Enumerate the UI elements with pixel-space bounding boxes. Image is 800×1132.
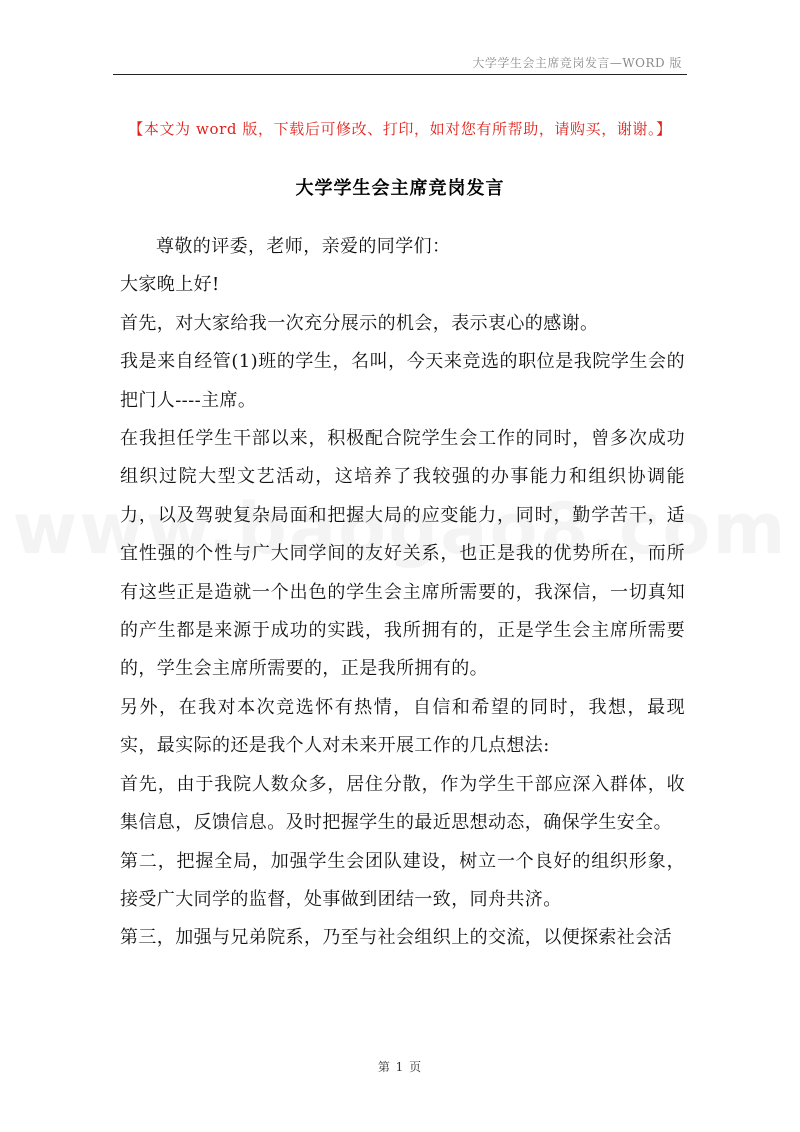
greeting-paragraph: 大家晚上好! bbox=[120, 274, 220, 296]
document-title: 大学学生会主席竞岗发言 bbox=[295, 178, 505, 199]
salutation-paragraph: 尊敬的评委，老师，亲爱的同学们： bbox=[156, 236, 451, 257]
body-paragraph: 首先，对大家给我一次充分展示的机会，表示衷心的感谢。 bbox=[120, 312, 599, 334]
body-paragraph: 我是来自经管(1)班的学生，名叫，今天来竞选的职位是我院学生会的把门人----主席。 bbox=[120, 351, 685, 411]
header-divider bbox=[113, 74, 687, 75]
body-paragraph: 在我担任学生干部以来，积极配合院学生会工作的同时，曾多次成功组织过院大型文艺活动，这培养了我较强的办事能力和组织协调能力，以及驾驶复杂局面和把握大局的应变能力，同时，勤学苦干，适宜性强的个性与广大同学间的友好关系，也正是我的优势所在，而所有这些正是造就一个出色的学生会主席所需要的，我深信，一切真知的产生都是来源于成功的实践，我所拥有的，正是学生会主席所需要的，学生会主席所需要的，正是我所拥有的。 bbox=[120, 428, 685, 680]
body-paragraph: 第三，加强与兄弟院系，乃至与社会组织上的交流，以便探索社会活 bbox=[120, 927, 672, 949]
body-paragraph: 第二，把握全局，加强学生会团队建设，树立一个良好的组织形象，接受广大同学的监督，处事做到团结一致，同舟共济。 bbox=[120, 850, 685, 910]
body-paragraph: 另外，在我对本次竞选怀有热情，自信和希望的同时，我想，最现实，最实际的还是我个人对未来开展工作的几点想法: bbox=[120, 696, 685, 757]
running-header-title: 大学学生会主席竞岗发言—WORD 版 bbox=[472, 56, 682, 70]
page-number: 第 1 页 bbox=[377, 1060, 423, 1074]
document-body bbox=[120, 228, 685, 958]
purchase-notice: 【本文为 word 版，下载后可修改、打印，如对您有所帮助，请购买，谢谢。】 bbox=[128, 120, 672, 138]
body-paragraph: 首先，由于我院人数众多，居住分散，作为学生干部应深入群体，收集信息，反馈信息。及时把握学生的最近思想动态，确保学生安全。 bbox=[120, 773, 685, 834]
